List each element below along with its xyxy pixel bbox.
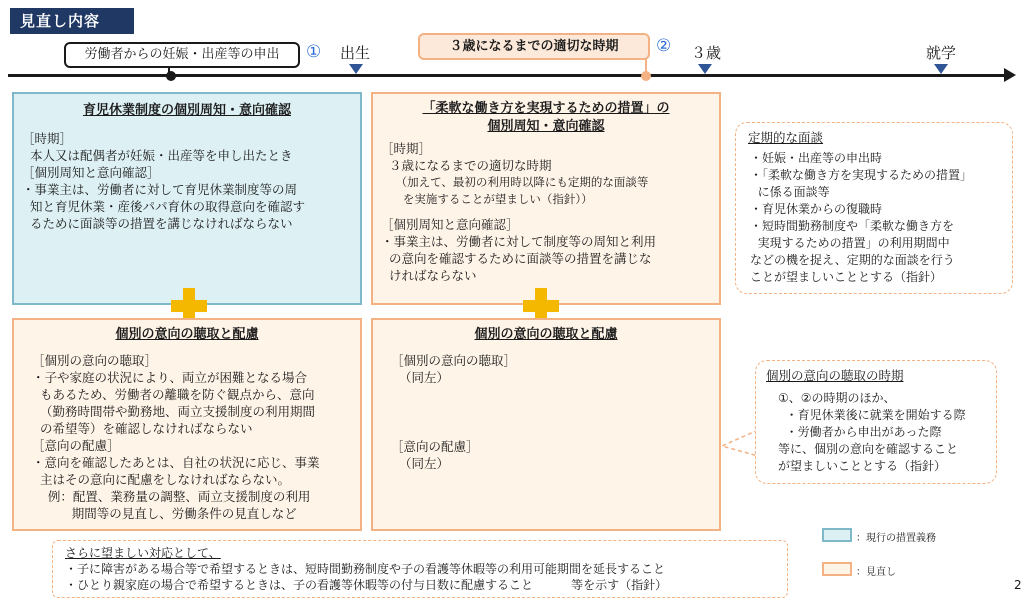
box3-line: （勤務時間帯や勤務地、両立支援制度の利用期間 bbox=[32, 404, 315, 419]
box3-body bbox=[32, 352, 360, 522]
box4-body bbox=[391, 352, 719, 472]
box1-line: 知と育児休業・産後パパ育休の取得意向を確認す bbox=[22, 199, 305, 214]
note-further-recommendations bbox=[52, 540, 788, 598]
box4-hearing-label: ［個別の意向の聴取］ bbox=[391, 353, 517, 368]
box4-consider-value: （同左） bbox=[391, 456, 449, 471]
timeline-label-school: 就学 bbox=[926, 44, 957, 62]
note2-line: が望ましいこととする（指針） bbox=[778, 459, 947, 473]
box2-line bbox=[381, 208, 719, 216]
box1-line: ［個別周知と意向確認］ bbox=[22, 165, 160, 180]
bottom-line: ・子に障害がある場合等で希望するときは、短時間勤務制度や子の看護等休暇等の利用可能期間を延長すること bbox=[65, 562, 666, 576]
timeline-axis bbox=[8, 74, 1010, 77]
box3-line: の希望等）を確認しなければならない bbox=[32, 421, 253, 436]
note2-line: ①、②の時期のほか、 bbox=[778, 391, 896, 405]
note2-line: ・労働者から申出があった際 bbox=[778, 425, 942, 439]
box2-line: ［個別周知と意向確認］ bbox=[381, 217, 519, 232]
box2-title-line2: 個別周知・意向確認 bbox=[487, 119, 605, 134]
timeline-point-2 bbox=[641, 71, 651, 81]
note1-line: 実現するための措置」の利用期間中 bbox=[750, 236, 950, 250]
bottom-body bbox=[65, 545, 787, 593]
box3-line: ［個別の意向の聴取］ bbox=[32, 353, 158, 368]
box3-line: ［意向の配慮］ bbox=[32, 438, 120, 453]
note1-line: に係る面談等 bbox=[750, 185, 830, 199]
box3-title: 個別の意向の聴取と配慮 bbox=[115, 327, 259, 342]
callout-age3-period: ３歳になるまでの適切な時期 bbox=[418, 33, 650, 60]
box1-line: るために面談等の措置を講じなければならない bbox=[22, 216, 293, 231]
bottom-line: ・ひとり親家庭の場合で希望するときは、子の看護等休暇等の付与日数に配慮すること 等を示す（指針） bbox=[65, 578, 668, 592]
marker-number-1: ① bbox=[306, 42, 322, 62]
box4-consider-label: ［意向の配慮］ bbox=[391, 439, 479, 454]
note1-line: ・「柔軟な働き方を実現するための措置」 bbox=[750, 168, 973, 182]
box3-line: もあるため、労働者の離職を防ぐ観点から、意向 bbox=[32, 387, 315, 402]
note1-title: 定期的な面談 bbox=[748, 130, 824, 145]
callout-pregnancy-report: 労働者からの妊娠・出産等の申出 bbox=[64, 42, 300, 68]
age3-marker-icon bbox=[698, 64, 712, 74]
box1-line: ・事業主は、労働者に対して育児休業制度等の周 bbox=[22, 182, 298, 197]
box-intent-hearing-left bbox=[12, 318, 362, 531]
box2-body bbox=[381, 140, 719, 284]
note1-line: ことが望ましいこととする（指針） bbox=[750, 270, 943, 284]
timeline-point-1 bbox=[166, 71, 176, 81]
box4-title: 個別の意向の聴取と配慮 bbox=[474, 327, 618, 342]
note1-line: ・妊娠・出産等の申出時 bbox=[750, 151, 883, 165]
section-title: 見直し内容 bbox=[10, 8, 134, 34]
box1-title: 育児休業制度の個別周知・意向確認 bbox=[82, 103, 291, 118]
note2-body bbox=[778, 390, 996, 475]
box3-line: ・意向を確認したあとは、自社の状況に応じ、事業 bbox=[32, 455, 320, 470]
note1-body bbox=[750, 150, 1012, 286]
box3-line: ・子や家庭の状況により、両立が困難となる場合 bbox=[32, 370, 308, 385]
box-intent-hearing-right bbox=[371, 318, 721, 531]
box4-hearing-value: （同左） bbox=[391, 370, 449, 385]
note2-line: 等に、個別の意向を確認すること bbox=[778, 442, 959, 456]
box2-line: ければならない bbox=[381, 268, 477, 283]
box-childcare-leave-notice bbox=[12, 92, 362, 305]
box1-body bbox=[22, 130, 360, 232]
box2-line: を実施することが望ましい（指針）） bbox=[381, 192, 593, 206]
legend-label-current: ：現行の措置義務 bbox=[856, 533, 936, 544]
box3-line: 期間等の見直し、労働条件の見直しなど bbox=[32, 506, 297, 521]
note-hearing-timing bbox=[755, 360, 997, 484]
box2-line: ・事業主は、労働者に対して制度等の周知と利用 bbox=[381, 234, 657, 249]
box2-title-line1: 「柔軟な働き方を実現するための措置」の bbox=[422, 101, 670, 116]
box2-line: （加えて、最初の利用時以降にも定期的な面談等 bbox=[381, 175, 649, 189]
legend-swatch-revised bbox=[822, 562, 852, 576]
legend-label-revised: ：見直し bbox=[856, 567, 896, 578]
timeline-arrowhead bbox=[1004, 68, 1016, 82]
marker-number-2: ② bbox=[656, 36, 672, 56]
note1-line: ・短時間勤務制度や「柔軟な働き方を bbox=[750, 219, 955, 233]
birth-marker-icon bbox=[349, 64, 363, 74]
box1-line: 本人又は配偶者が妊娠・出産等を申し出たとき bbox=[22, 148, 293, 163]
box3-line: 例：配置、業務量の調整、両立支援制度の利用 bbox=[32, 489, 311, 504]
page-number: 2 bbox=[1014, 578, 1022, 592]
box3-line: 主はその意向に配慮をしなければならない。 bbox=[32, 472, 290, 487]
box1-line: ［時期］ bbox=[22, 131, 73, 146]
timeline-label-age3: ３歳 bbox=[691, 44, 722, 62]
note-regular-interview bbox=[735, 122, 1013, 294]
school-marker-icon bbox=[934, 64, 948, 74]
timeline-label-birth: 出生 bbox=[340, 44, 371, 62]
note1-line: などの機を捉え、定期的な面談を行う bbox=[750, 253, 955, 267]
bottom-line: さらに望ましい対応として、 bbox=[65, 546, 221, 560]
box2-line: ３歳になるまでの適切な時期 bbox=[381, 158, 552, 173]
box-flexible-work-notice bbox=[371, 92, 721, 305]
note1-line: ・育児休業からの復職時 bbox=[750, 202, 883, 216]
legend-swatch-current bbox=[822, 528, 852, 542]
box2-line: の意向を確認するために面談等の措置を講じな bbox=[381, 251, 652, 266]
note2-title: 個別の意向の聴取の時期 bbox=[766, 368, 904, 383]
note2-line: ・育児休業後に就業を開始する際 bbox=[778, 408, 966, 422]
box2-line: ［時期］ bbox=[381, 141, 432, 156]
